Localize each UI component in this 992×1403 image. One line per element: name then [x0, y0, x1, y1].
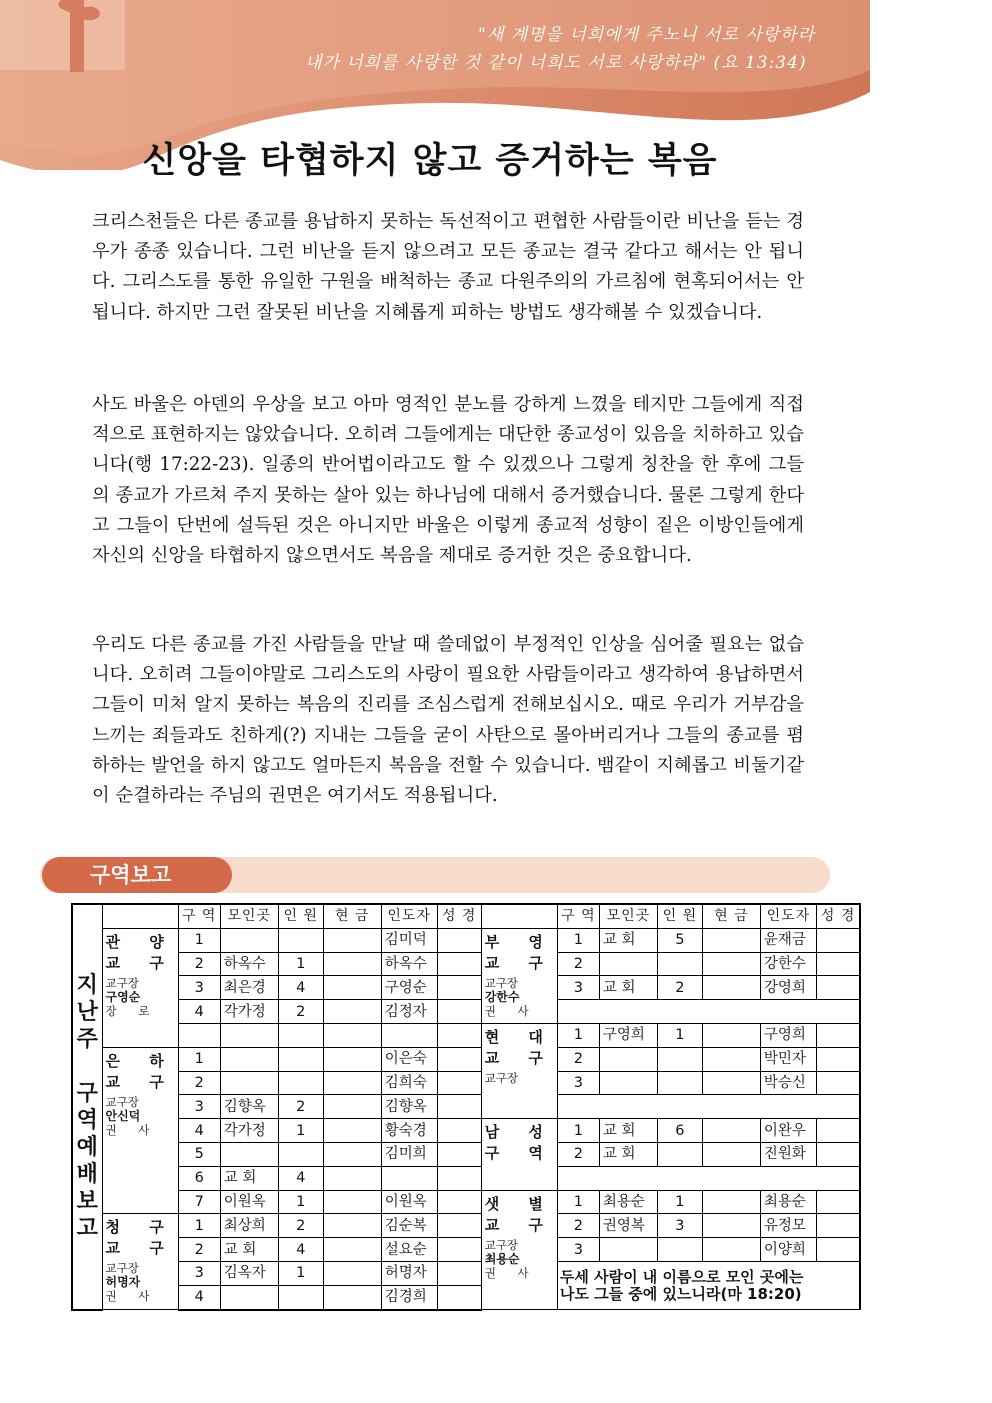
- right-cell-2: [657, 1142, 702, 1166]
- left-cell-3: [323, 1261, 381, 1285]
- left-cell-4: 허명자: [381, 1261, 437, 1285]
- right-cell-0: 1: [557, 1023, 599, 1047]
- left-cell-1: 김향옥: [220, 1095, 278, 1119]
- left-cell-4: 김미희: [381, 1142, 437, 1166]
- left-cell-5: [437, 1166, 481, 1190]
- left-cell-2: [278, 1142, 323, 1166]
- group-sub: 교구장: [105, 1094, 139, 1109]
- right-cell-2: [657, 1047, 702, 1071]
- right-separator-row: [557, 1000, 860, 1024]
- right-cell-1: [599, 1071, 657, 1095]
- left-cell-1: 이원옥: [220, 1190, 278, 1214]
- group-role: 권 사: [105, 1289, 159, 1304]
- left-cell-1: [220, 1047, 278, 1071]
- left-cell-0: 5: [178, 1142, 220, 1166]
- left-cell-4: 김순복: [381, 1214, 437, 1238]
- right-cell-4: 강영희: [760, 976, 816, 1000]
- left-cell-1: 하옥수: [220, 952, 278, 976]
- right-cell-1: [599, 1238, 657, 1262]
- right-cell-2: 1: [657, 1190, 702, 1214]
- header-blank-left: [102, 904, 178, 928]
- left-cell-1: [220, 928, 278, 952]
- left-cell-3: [323, 1238, 381, 1262]
- group-person: 안신덕: [105, 1108, 141, 1123]
- right-cell-4: 이완우: [760, 1119, 816, 1143]
- side-label: [72, 904, 102, 1310]
- left-cell-0: 3: [178, 1095, 220, 1119]
- left-cell-5: [437, 1119, 481, 1143]
- group-name: 교 구: [105, 953, 176, 972]
- group-name: 구 역: [484, 1144, 555, 1163]
- left-cell-4: 김경희: [381, 1285, 437, 1309]
- group-name: 교 구: [105, 1239, 176, 1258]
- left-cell-1: [220, 1071, 278, 1095]
- right-cell-1: 교 회: [599, 928, 657, 952]
- right-cell-4: 강한수: [760, 952, 816, 976]
- left-cell-1: 교 회: [220, 1238, 278, 1262]
- page-title: 신앙을 타협하지 않고 증거하는 복음: [142, 140, 718, 181]
- left-cell-4: [381, 1023, 437, 1047]
- group-name: 교 구: [484, 953, 555, 972]
- right-cell-2: 1: [657, 1023, 702, 1047]
- group-name: 샛 별: [484, 1194, 555, 1213]
- right-cell-1: 구영희: [599, 1023, 657, 1047]
- right-cell-3: [702, 1190, 760, 1214]
- group-role: 권 사: [105, 1122, 159, 1137]
- right-cell-0: 2: [557, 952, 599, 976]
- group-sub: 교구장: [105, 1261, 139, 1276]
- left-cell-3: [323, 1214, 381, 1238]
- left-cell-0: 4: [178, 1119, 220, 1143]
- side-label-char: 예: [76, 1134, 98, 1160]
- left-cell-0: [178, 1023, 220, 1047]
- left-cell-4: 김정자: [381, 1000, 437, 1024]
- left-cell-1: [220, 1023, 278, 1047]
- right-cell-4: 진원화: [760, 1142, 816, 1166]
- group-person: 강한수: [484, 989, 520, 1004]
- left-cell-4: 하옥수: [381, 952, 437, 976]
- right-cell-3: [702, 1047, 760, 1071]
- left-cell-0: 7: [178, 1190, 220, 1214]
- header-right-1: 모인곳: [599, 904, 657, 928]
- right-cell-5: [816, 1071, 860, 1095]
- left-cell-1: 각가정: [220, 1119, 278, 1143]
- group-person: 구영순: [105, 989, 141, 1004]
- right-cell-5: [816, 976, 860, 1000]
- left-cell-0: 1: [178, 1047, 220, 1071]
- group-name: 관 양: [105, 932, 176, 951]
- left-cell-2: 1: [278, 1261, 323, 1285]
- right-cell-3: [702, 928, 760, 952]
- left-cell-0: 1: [178, 928, 220, 952]
- left-cell-4: 구영순: [381, 976, 437, 1000]
- left-cell-2: 2: [278, 1214, 323, 1238]
- right-cell-5: [816, 1119, 860, 1143]
- right-cell-3: [702, 976, 760, 1000]
- left-cell-5: [437, 1142, 481, 1166]
- right-cell-2: [657, 952, 702, 976]
- left-cell-2: 2: [278, 1095, 323, 1119]
- left-cell-1: [220, 1142, 278, 1166]
- side-label-char: 보: [76, 1188, 98, 1214]
- left-cell-0: 3: [178, 1261, 220, 1285]
- left-cell-4: 이원옥: [381, 1190, 437, 1214]
- right-cell-4: 유정모: [760, 1214, 816, 1238]
- left-cell-2: 4: [278, 1166, 323, 1190]
- right-cell-1: [599, 952, 657, 976]
- right-separator-row: [557, 1166, 860, 1190]
- left-cell-1: 각가정: [220, 1000, 278, 1024]
- left-cell-2: [278, 1023, 323, 1047]
- right-cell-2: 2: [657, 976, 702, 1000]
- left-cell-3: [323, 1071, 381, 1095]
- right-cell-5: [816, 1238, 860, 1262]
- header-right-2: 인 원: [657, 904, 702, 928]
- left-cell-5: [437, 1095, 481, 1119]
- left-cell-2: 2: [278, 1000, 323, 1024]
- right-cell-2: 5: [657, 928, 702, 952]
- right-cell-4: 이양희: [760, 1238, 816, 1262]
- left-cell-5: [437, 1023, 481, 1047]
- left-cell-0: 3: [178, 976, 220, 1000]
- left-cell-3: [323, 952, 381, 976]
- left-cell-5: [437, 1000, 481, 1024]
- right-cell-3: [702, 1238, 760, 1262]
- right-cell-4: 구영희: [760, 1023, 816, 1047]
- gift-icon: [0, 0, 125, 72]
- side-label-char: 주: [76, 1026, 98, 1052]
- side-label-char: [73, 1053, 102, 1080]
- right-cell-1: 교 회: [599, 1142, 657, 1166]
- right-cell-5: [816, 1047, 860, 1071]
- left-cell-5: [437, 1047, 481, 1071]
- left-cell-2: 1: [278, 952, 323, 976]
- left-cell-2: 1: [278, 1119, 323, 1143]
- group-sub: 교구장: [484, 1237, 519, 1252]
- header-blank-right: [481, 904, 557, 928]
- right-cell-0: 2: [557, 1214, 599, 1238]
- right-cell-1: 최용순: [599, 1190, 657, 1214]
- left-cell-2: [278, 1047, 323, 1071]
- group-sub: 교구장: [484, 975, 519, 990]
- header-right-3: 현 금: [702, 904, 760, 928]
- right-cell-3: [702, 1142, 760, 1166]
- right-group-0: [481, 928, 557, 1023]
- right-cell-3: [702, 952, 760, 976]
- right-cell-5: [816, 952, 860, 976]
- right-cell-4: 박승신: [760, 1071, 816, 1095]
- right-cell-5: [816, 1214, 860, 1238]
- paragraph-2: 사도 바울은 아덴의 우상을 보고 아마 영적인 분노를 강하게 느꼈을 테지만 그들에게 직접적으로 표현하지는 않았습니다. 오히려 그들에게는 대단한 종교성이 있음을 치하하고 있습니다(행 17:22-23). 일종의 반어법이라고도 할 수 있겠으나 그렇게 칭찬을 한 후에 그들의 종교가 가르쳐 주지 못하는 살아 있는 하나님에 대해서 증거했습니다. 물론 그렇게 한다고 그들이 단번에 설득된 것은 아니지만 바울은 이렇게 종교적 성향이 짙은 이방인들에게 자신의 신앙을 타협하지 않으면서도 복음을 제대로 증거한 것은 중요합니다.: [92, 394, 804, 567]
- left-cell-2: [278, 1285, 323, 1309]
- left-cell-1: 교 회: [220, 1166, 278, 1190]
- group-role: 권 사: [484, 1265, 538, 1280]
- right-cell-0: 2: [557, 1142, 599, 1166]
- right-cell-0: 3: [557, 976, 599, 1000]
- left-cell-4: 김향옥: [381, 1095, 437, 1119]
- group-role: 장 로: [105, 1003, 159, 1018]
- right-cell-2: 3: [657, 1214, 702, 1238]
- group-name: 부 영: [484, 932, 555, 951]
- group-name: 청 구: [105, 1218, 176, 1237]
- side-label-char: 고: [76, 1215, 98, 1241]
- right-separator-row: [557, 1095, 860, 1119]
- header-verse-line1: "새 계명을 너희에게 주노니 서로 사랑하라: [478, 25, 816, 45]
- header-right-5: 성 경: [816, 904, 860, 928]
- left-cell-0: 2: [178, 1071, 220, 1095]
- header-left-5: 성 경: [437, 904, 481, 928]
- group-name: 은 하: [105, 1051, 176, 1070]
- group-person: 허명자: [105, 1275, 141, 1290]
- left-cell-4: 이은숙: [381, 1047, 437, 1071]
- right-cell-4: 박민자: [760, 1047, 816, 1071]
- left-cell-3: [323, 1047, 381, 1071]
- left-cell-3: [323, 976, 381, 1000]
- left-cell-3: [323, 1119, 381, 1143]
- left-cell-4: 김희숙: [381, 1071, 437, 1095]
- group-name: 남 성: [484, 1123, 555, 1142]
- group-role: 권 사: [484, 1003, 538, 1018]
- left-cell-1: [220, 1285, 278, 1309]
- group-person: 최용순: [484, 1251, 520, 1266]
- right-cell-2: 6: [657, 1119, 702, 1143]
- left-cell-3: [323, 1190, 381, 1214]
- right-cell-3: [702, 1071, 760, 1095]
- left-cell-4: 김미덕: [381, 928, 437, 952]
- header-left-4: 인도자: [381, 904, 437, 928]
- right-cell-1: 교 회: [599, 1119, 657, 1143]
- left-group-0: [102, 928, 178, 1047]
- right-cell-4: 윤재금: [760, 928, 816, 952]
- right-cell-0: 3: [557, 1071, 599, 1095]
- closing-quote: [557, 1261, 860, 1309]
- left-cell-3: [323, 1142, 381, 1166]
- header-left-3: 현 금: [323, 904, 381, 928]
- left-cell-4: [381, 1166, 437, 1190]
- right-cell-0: 1: [557, 928, 599, 952]
- left-cell-1: 최은경: [220, 976, 278, 1000]
- left-cell-5: [437, 976, 481, 1000]
- right-cell-3: [702, 1119, 760, 1143]
- right-group-2: [481, 1119, 557, 1190]
- right-cell-2: [657, 1238, 702, 1262]
- left-cell-5: [437, 952, 481, 976]
- right-cell-5: [816, 1023, 860, 1047]
- left-cell-2: [278, 1071, 323, 1095]
- right-cell-2: [657, 1071, 702, 1095]
- left-cell-5: [437, 1285, 481, 1309]
- header-left-2: 인 원: [278, 904, 323, 928]
- left-cell-0: 6: [178, 1166, 220, 1190]
- left-cell-0: 4: [178, 1285, 220, 1309]
- right-cell-5: [816, 928, 860, 952]
- left-cell-1: 최상희: [220, 1214, 278, 1238]
- left-cell-0: 4: [178, 1000, 220, 1024]
- right-cell-5: [816, 1142, 860, 1166]
- right-cell-0: 2: [557, 1047, 599, 1071]
- header-right-4: 인도자: [760, 904, 816, 928]
- left-cell-4: 설요순: [381, 1238, 437, 1262]
- side-label-char: 난: [76, 999, 98, 1025]
- side-label-char: 배: [76, 1161, 98, 1187]
- header-verse-line2: 내가 너희를 사랑한 것 같이 너희도 서로 사랑하라" (요 13:34): [305, 53, 807, 73]
- left-cell-3: [323, 1095, 381, 1119]
- quote-line1: 두세 사람이 내 이름으로 모인 곳에는: [559, 1267, 804, 1286]
- left-cell-5: [437, 1214, 481, 1238]
- left-cell-0: 2: [178, 1238, 220, 1262]
- left-group-2: [102, 1214, 178, 1310]
- group-sub: 교구장: [484, 1070, 519, 1085]
- left-cell-1: 김옥자: [220, 1261, 278, 1285]
- right-group-1: [481, 1023, 557, 1118]
- paragraph-1: 크리스천들은 다른 종교를 용납하지 못하는 독선적이고 편협한 사람들이란 비난을 듣는 경우가 종종 있습니다. 그런 비난을 듣지 않으려고 모든 종교는 결국 같다고 해서는 안 됩니다. 그리스도를 통한 유일한 구원을 배척하는 종교 다원주의의 가르침에 현혹되어서는 안 됩니다. 하지만 그런 잘못된 비난을 지혜롭게 피하는 방법도 생각해볼 수 있겠습니다.: [92, 211, 804, 323]
- group-sub: 교구장: [105, 975, 139, 990]
- left-cell-3: [323, 1166, 381, 1190]
- left-cell-5: [437, 1238, 481, 1262]
- left-cell-4: 황숙경: [381, 1119, 437, 1143]
- left-cell-2: 1: [278, 1190, 323, 1214]
- right-cell-3: [702, 1214, 760, 1238]
- report-table: [71, 903, 861, 1311]
- right-cell-0: 1: [557, 1190, 599, 1214]
- left-cell-2: 4: [278, 1238, 323, 1262]
- right-cell-1: 권영복: [599, 1214, 657, 1238]
- header-left-0: 구 역: [178, 904, 220, 928]
- left-cell-2: [278, 928, 323, 952]
- group-name: 교 구: [105, 1072, 176, 1091]
- right-cell-5: [816, 1190, 860, 1214]
- left-cell-5: [437, 1190, 481, 1214]
- right-cell-0: 3: [557, 1238, 599, 1262]
- left-group-1: [102, 1047, 178, 1214]
- group-name: 교 구: [484, 1048, 555, 1067]
- right-cell-4: 최용순: [760, 1190, 816, 1214]
- group-name: 교 구: [484, 1215, 555, 1234]
- paragraph-3: 우리도 다른 종교를 가진 사람들을 만날 때 쓸데없이 부정적인 인상을 심어줄 필요는 없습니다. 오히려 그들이야말로 그리스도의 사랑이 필요한 사람들이라고 생각하여 용납하면서 그들이 미처 알지 못하는 복음의 진리를 조심스럽게 전해보십시오. 때로 우리가 거부감을 느끼는 죄들과도 친하게(?) 지내는 그들을 굳이 사탄으로 몰아버리거나 그들의 종교를 폄하하는 발언을 하지 않고도 얼마든지 복음을 전할 수 있습니다. 뱀같이 지혜롭고 비둘기같이 순결하라는 주님의 권면은 여기서도 적용됩니다.: [92, 634, 804, 807]
- header-left-1: 모인곳: [220, 904, 278, 928]
- side-label-char: 지: [76, 972, 98, 998]
- right-cell-3: [702, 1023, 760, 1047]
- left-cell-5: [437, 1071, 481, 1095]
- side-label-char: 역: [76, 1107, 98, 1133]
- section-label: 구역보고: [90, 863, 172, 887]
- left-cell-0: 2: [178, 952, 220, 976]
- right-cell-0: 1: [557, 1119, 599, 1143]
- group-name: 현 대: [484, 1027, 555, 1046]
- left-cell-3: [323, 1000, 381, 1024]
- right-cell-1: 교 회: [599, 976, 657, 1000]
- left-cell-2: 4: [278, 976, 323, 1000]
- left-cell-5: [437, 928, 481, 952]
- quote-line2: 나도 그들 중에 있느니라(마 18:20): [559, 1284, 802, 1303]
- left-cell-3: [323, 1285, 381, 1309]
- header-right-0: 구 역: [557, 904, 599, 928]
- right-cell-1: [599, 1047, 657, 1071]
- left-cell-3: [323, 928, 381, 952]
- left-cell-5: [437, 1261, 481, 1285]
- side-label-char: 구: [76, 1080, 98, 1106]
- left-cell-0: 1: [178, 1214, 220, 1238]
- right-group-3: [481, 1190, 557, 1309]
- left-cell-3: [323, 1023, 381, 1047]
